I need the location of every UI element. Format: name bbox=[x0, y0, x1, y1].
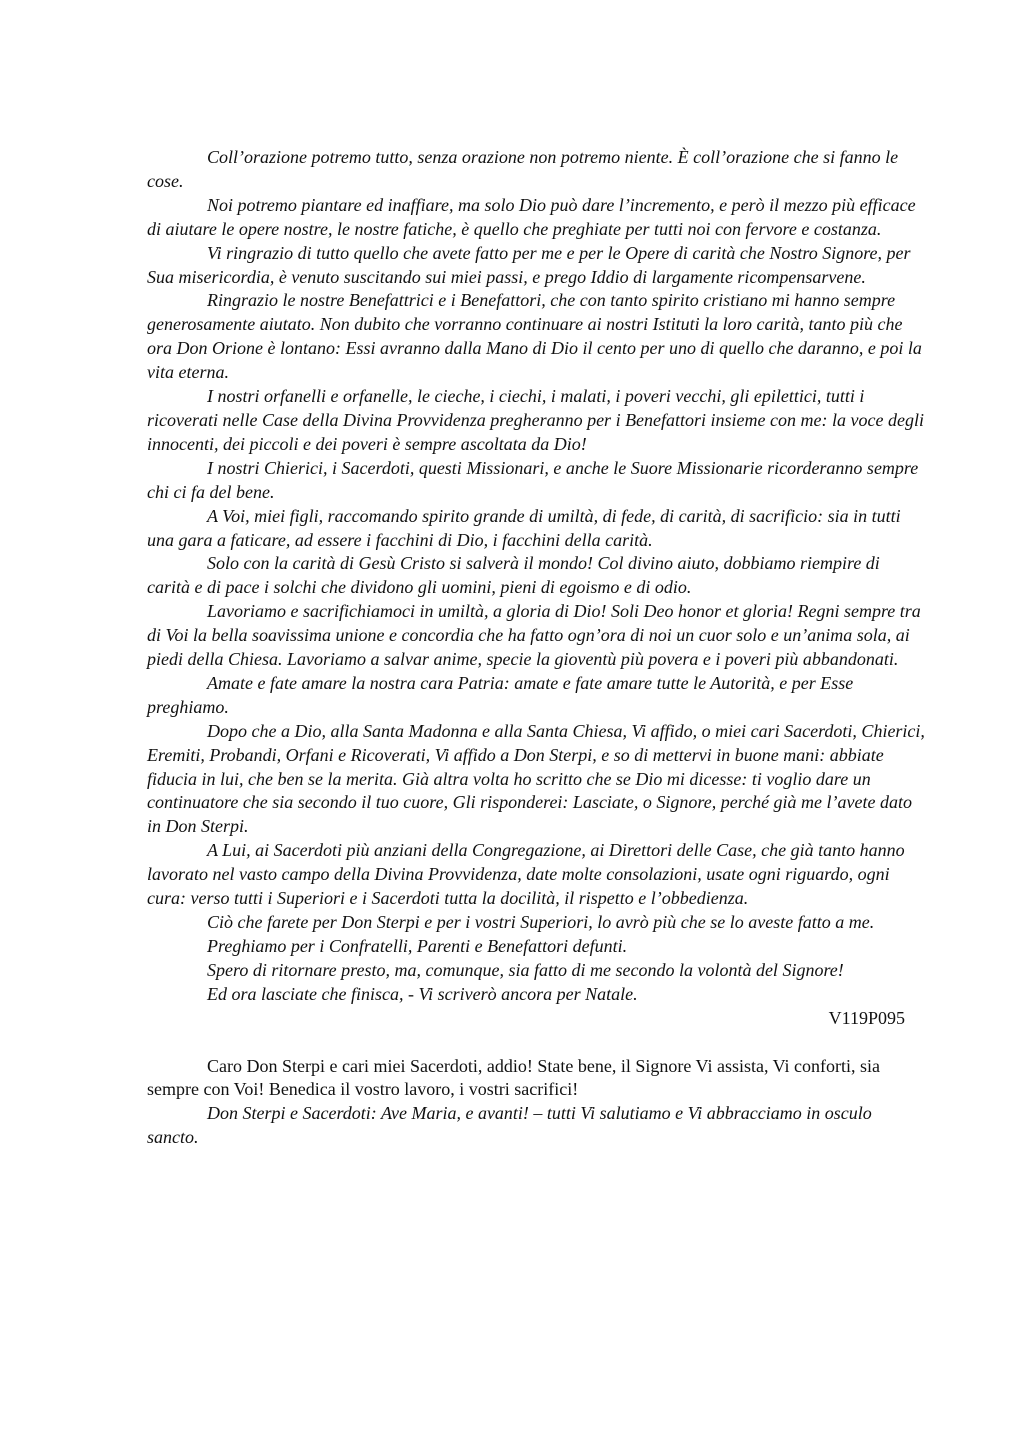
paragraph: Preghiamo per i Confratelli, Parenti e Benefattori defunti. bbox=[207, 935, 628, 956]
closing-paragraph: Caro Don Sterpi e cari miei Sacerdoti, addio! State bene, il Signore Vi assista, Vi conforti, sia sempre con Voi! Benedica il vostro lavoro, i vostri sacrifici! bbox=[147, 1055, 881, 1100]
closing-paragraph-italic: Don Sterpi e Sacerdoti: Ave Maria, e avanti! – tutti Vi salutiamo e Vi abbracciamo in osculo sancto. bbox=[147, 1103, 872, 1148]
letter-body bbox=[147, 146, 927, 1007]
paragraph: Spero di ritornare presto, ma, comunque, sia fatto di me secondo la volontà del Signore! bbox=[207, 959, 844, 980]
paragraph: Noi potremo piantare ed inaffiare, ma solo Dio può dare l’incremento, e però il mezzo più efficace di aiutare le opere nostre, le nostre fatiche, è quello che preghiate per tutti noi con fervore e costanza. bbox=[147, 194, 916, 239]
document-page bbox=[147, 146, 927, 1150]
paragraph: Dopo che a Dio, alla Santa Madonna e alla Santa Chiesa, Vi affido, o miei cari Sacerdoti, Chierici, Eremiti, Probandi, Orfani e Ricoverati, Vi affido a Don Sterpi, e so di mettervi in buone mani: abbiate fiducia in lui, che ben se la merita. Già altra volta ho scritto che se Dio mi dicesse: ti voglio dare un continuatore che sia secondo il tuo cuore, Gli risponderei: Lasciate, o Signore, perché già me l’avete dato in Don Sterpi. bbox=[147, 720, 925, 837]
paragraph: Amate e fate amare la nostra cara Patria: amate e fate amare tutte le Autorità, e per Esse preghiamo. bbox=[147, 672, 854, 717]
paragraph: Lavoriamo e sacrifichiamoci in umiltà, a gloria di Dio! Soli Deo honor et gloria! Regni sempre tra di Voi la bella soavissima unione e concordia che ha fatto ogn’ora di noi un cuor solo e un’anima sola, ai piedi della Chiesa. Lavoriamo a salvar anime, specie la gioventù più povera e i poveri più abbandonati. bbox=[147, 601, 921, 670]
spacer bbox=[147, 1031, 927, 1055]
paragraph: Ed ora lasciate che finisca, - Vi scriverò ancora per Natale. bbox=[207, 983, 638, 1004]
paragraph: Solo con la carità di Gesù Cristo si salverà il mondo! Col divino aiuto, dobbiamo riempire di carità e di pace i solchi che dividono gli uomini, pieni di egoismo e di odio. bbox=[147, 553, 880, 598]
paragraph: Coll’orazione potremo tutto, senza orazione non potremo niente. È coll’orazione che si fanno le cose. bbox=[147, 147, 899, 191]
paragraph: Vi ringrazio di tutto quello che avete fatto per me e per le Opere di carità che Nostro Signore, per Sua misericordia, è venuto suscitando sui miei passi, e prego Iddio di largamente ricompensarvene. bbox=[147, 242, 911, 287]
paragraph: A Lui, ai Sacerdoti più anziani della Congregazione, ai Direttori delle Case, che già tanto hanno lavorato nel vasto campo della Divina Provvidenza, date molte consolazioni, usate ogni riguardo, ogni cura: verso tutti i Superiori e i Sacerdoti tutta la docilità, il rispetto e l’obbedienza. bbox=[147, 840, 905, 909]
paragraph: I nostri Chierici, i Sacerdoti, questi Missionari, e anche le Suore Missionarie ricorderanno sempre chi ci fa del bene. bbox=[147, 457, 919, 502]
reference-code: V119P095 bbox=[828, 1007, 905, 1028]
paragraph: A Voi, miei figli, raccomando spirito grande di umiltà, di fede, di carità, di sacrificio: sia in tutti una gara a faticare, ad essere i facchini di Dio, i facchini della carità. bbox=[147, 505, 901, 550]
paragraph: Ringrazio le nostre Benefattrici e i Benefattori, che con tanto spirito cristiano mi hanno sempre generosamente aiutato. Non dubito che vorranno continuare ai nostri Istituti la loro carità, tanto più che ora Don Orione è lontano: Essi avranno dalla Mano di Dio il cento per uno di quello che daranno, e poi la vita eterna. bbox=[147, 290, 922, 383]
paragraph: Ciò che farete per Don Sterpi e per i vostri Superiori, lo avrò più che se lo aveste fatto a me. bbox=[207, 912, 875, 932]
closing-section bbox=[147, 1055, 927, 1151]
paragraph: I nostri orfanelli e orfanelle, le cieche, i ciechi, i malati, i poveri vecchi, gli epilettici, tutti i ricoverati nelle Case della Divina Provvidenza pregheranno per i Benefattori insieme con me: la voce degli innocenti, dei piccoli e dei poveri è sempre ascoltata da Dio! bbox=[147, 386, 924, 454]
